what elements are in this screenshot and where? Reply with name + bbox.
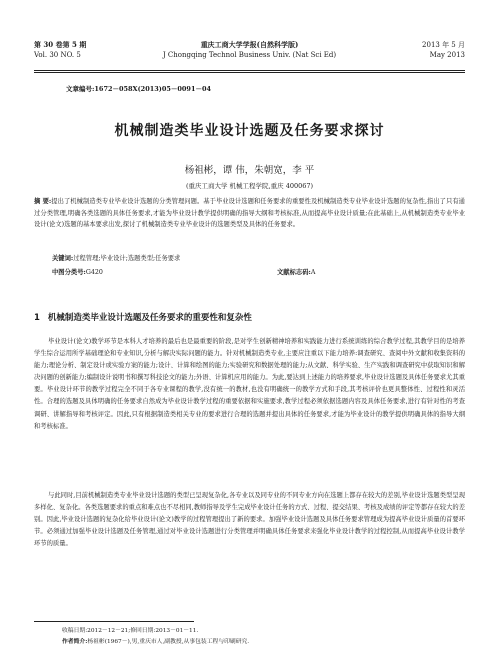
abstract bbox=[34, 196, 465, 231]
issue-date-en: May 2013 bbox=[429, 51, 465, 59]
author-bio-text: 杨祖彬(1967－),男,重庆市人,副教授,从事包装工程与印刷研究. bbox=[87, 639, 250, 645]
abstract-text: 提出了机械制造类专业毕业设计选题的分类管理问题。基于毕业设计选题和任务要求的重要性及机械制造类专业毕业设计选题的复杂性,指出了只有通过分类管理,明确各类选题的具体任务要求,才能为毕业设计教学提供明确的指导大纲和考核标准,从而提高毕业设计质量;在此基础上,从机械制造类专业毕业设计(论文)选题的基本要求出发,探讨了机械制造类专业毕业设计的选题类型及具体的任务要求。 bbox=[34, 198, 465, 229]
header-rule-top bbox=[34, 70, 465, 71]
received-date: 收稿日期:2012－12－21;修回日期:2013－01－11. bbox=[62, 628, 199, 634]
footnote-rule bbox=[34, 621, 194, 622]
volume-cn: 第 30 卷第 5 期 bbox=[34, 40, 87, 49]
keywords-text: 过程管理;毕业设计;选题类型;任务要求 bbox=[73, 255, 181, 262]
paper-title: 机械制造类毕业设计选题及任务要求探讨 bbox=[114, 123, 385, 139]
running-header bbox=[34, 40, 465, 72]
section-title: 机械制造类毕业设计选题及任务要求的重要性和复杂性 bbox=[47, 313, 252, 323]
body-paragraph: 毕业设计(论文)教学环节是本科人才培养的最后也是最重要的阶段,是对学生创新精神培养和实践能力进行系统训练的综合教学过程,其教学目的是培养学生综合运用所学基础理论和专业知识,分析与解决实际问题的能力。针对机械制造类专业,主要应注重以下能力培养:调查研究、查阅中外文献和收集资料的能力;理论分析、制定设计或实验方案的能力;设计、计算和绘图的能力;实验研究和数据处理的能力;从文献、科学实验、生产实践和调查研究中获取知识和解决问题的创新能力;编制设计说明书和撰写科技论文的能力;外语、计算机应用的能力。为此,要达到上述能力的培养要求,毕业设计选题及具体任务要求尤其重要。毕业设计环节的教学过程完全不同于各专业课程的教学,没有统一的教材,也没有明确统一的教学方式和手段,其考核评价也更具整体性、过程性和灵活性。合理的选题及具体明确的任务要求自然成为毕业设计教学过程的重要依据和实施要求,教学过程必须依据选题内容及具体任务要求,进行有针对性的考查调研、讲解指导和考核评定。因此,只有根据制造类相关专业的要求进行合理的选题并提出具体的任务要求,才能为毕业设计的教学提供明确具体的指导大纲和考核标准。 bbox=[34, 338, 465, 430]
issue-date bbox=[422, 40, 465, 60]
section-heading bbox=[34, 311, 252, 323]
journal-name-cn: 重庆工商大学学报(自然科学版) bbox=[200, 40, 299, 49]
clc-label: 中图分类号: bbox=[52, 269, 86, 276]
affiliation: (重庆工商大学 机械工程学院,重庆 400067) bbox=[185, 182, 314, 190]
abstract-label: 摘 要: bbox=[34, 198, 52, 205]
keywords bbox=[52, 253, 180, 262]
journal-name bbox=[34, 40, 465, 60]
volume-en: Vol. 30 NO. 5 bbox=[34, 51, 81, 59]
author-list: 杨祖彬，谭 伟，朱朝宽，李 平 bbox=[184, 165, 315, 176]
issue-date-cn: 2013 年 5 月 bbox=[422, 41, 465, 49]
header-rule-bottom bbox=[34, 72, 465, 73]
author-bio bbox=[62, 636, 249, 645]
clc-number bbox=[52, 267, 103, 276]
document-code bbox=[277, 267, 315, 276]
section-number: 1 bbox=[34, 313, 40, 323]
body-paragraph: 与此同时,目前机械制造类专业毕业设计选题的类型已呈现复杂化,各专业以及同专业的不同专业方向在选题上都存在较大的差别,毕业设计选题类型呈现多样化、复杂化。各类选题要求的重点和难点也不尽相同,教师指导及学生完成毕业设计任务的方式、过程、提交结果、考核及成绩的评定等都存在较大的差别。因此,毕业设计选题的复杂化给毕业设计(论文)教学的过程管理提出了新的要求。加强毕业设计选题及具体任务要求管理成为提高毕业设计质量的首要环节。必须通过加强毕业设计选题及任务管理,通过对毕业设计选题进行分类管理并明确具体任务要求来强化毕业设计教学的过程控制,从而提高毕业设计教学环节的质量。 bbox=[34, 492, 465, 548]
article-number: 文章编号:1672－058X(2013)05－0091－04 bbox=[66, 85, 212, 93]
journal-name-en: J Chongqing Technol Business Univ. (Nat Sci Ed) bbox=[162, 51, 337, 59]
doc-code-value: A bbox=[310, 269, 316, 276]
author-bio-label: 作者简介: bbox=[62, 639, 88, 645]
clc-value: G420 bbox=[85, 269, 103, 276]
keywords-label: 关键词: bbox=[52, 255, 74, 262]
doc-code-label: 文献标志码: bbox=[277, 269, 311, 276]
